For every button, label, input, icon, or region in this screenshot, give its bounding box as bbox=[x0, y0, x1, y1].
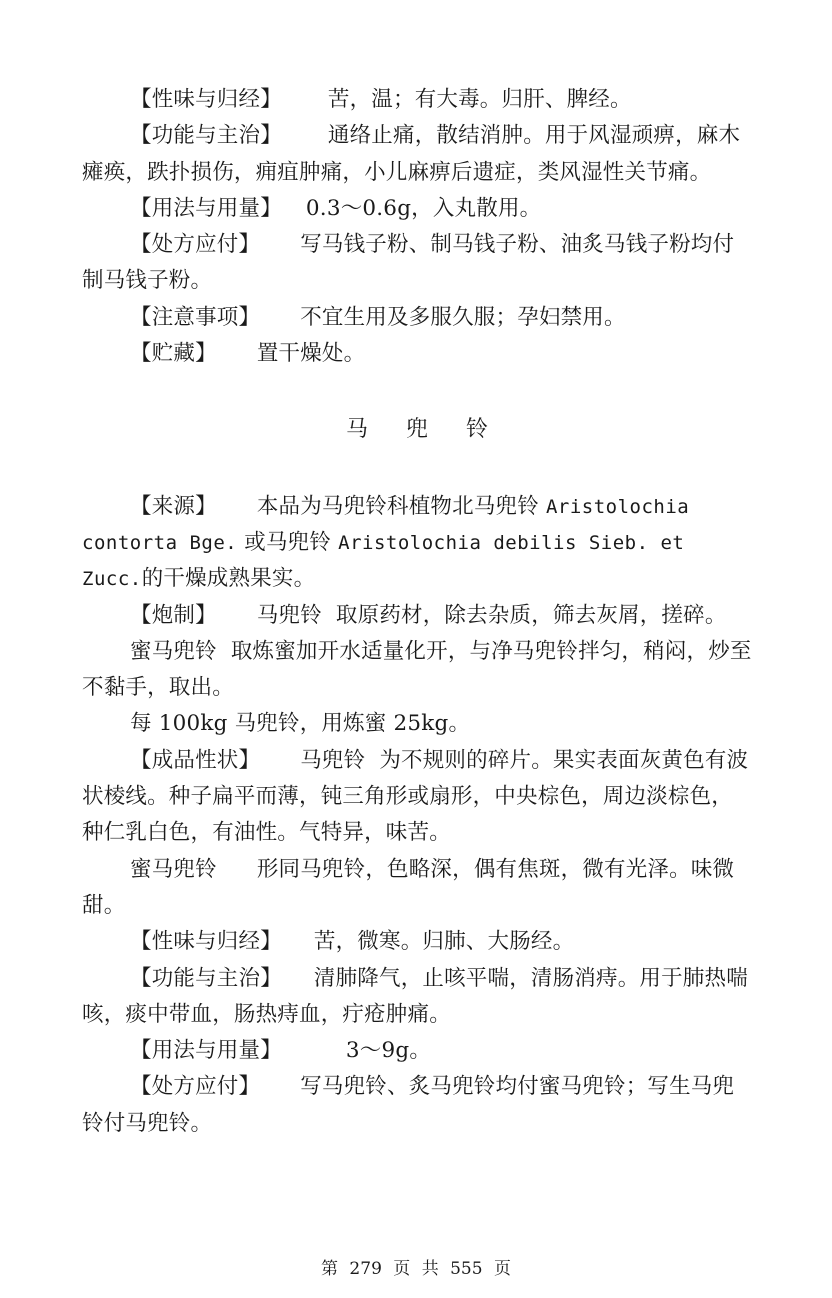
paragraph-yongfa-2 bbox=[82, 1033, 752, 1069]
field-label: 【炮制】 bbox=[130, 602, 217, 628]
paragraph-gongneng-1 bbox=[82, 118, 752, 191]
field-text: 取炼蜜加开水适量化开，与净马兜铃拌匀，稍闷，炒至不黏手，取出。 bbox=[82, 638, 752, 701]
item-name: 蜜马兜铃 bbox=[130, 638, 217, 664]
field-label: 【处方应付】 bbox=[130, 232, 261, 258]
paragraph-zhuyi-1 bbox=[82, 300, 752, 336]
item-name: 蜜马兜铃 bbox=[130, 856, 217, 882]
latin-name: Aristolochia contorta Bge. bbox=[82, 495, 690, 554]
paragraph-ratio bbox=[82, 706, 752, 742]
field-label: 【处方应付】 bbox=[130, 1074, 261, 1100]
field-text: 写马钱子粉、制马钱子粉、油炙马钱子粉均付制马钱子粉。 bbox=[82, 232, 735, 294]
field-text: 的干燥成熟果实。 bbox=[141, 566, 316, 592]
field-text: 通络止痛，散结消肿。用于风湿顽痹，麻木瘫痪，跌扑损伤，痈疽肿痛，小儿麻痹后遗症，类风湿性关节痛。 bbox=[82, 123, 741, 185]
paragraph-xingzhuang bbox=[82, 743, 752, 852]
page-number-footer: 第 279 页 共 555 页 bbox=[321, 1259, 511, 1279]
field-text: 形同马兜铃，色略深，偶有焦斑，微有光泽。味微甜。 bbox=[82, 856, 735, 918]
field-label: 【注意事项】 bbox=[130, 304, 261, 330]
field-text: 为不规则的碎片。果实表面灰黄色有波状棱线。种子扁平而薄，钝三角形或扇形，中央棕色，周边淡棕色，种仁乳白色，有油性。气特异，味苦。 bbox=[82, 747, 749, 846]
paragraph-zhucang-1 bbox=[82, 336, 752, 372]
field-label: 【功能与主治】 bbox=[130, 123, 282, 149]
field-text: 写马兜铃、炙马兜铃均付蜜马兜铃；写生马兜铃付马兜铃。 bbox=[82, 1074, 735, 1136]
paragraph-xingwei-1 bbox=[82, 82, 752, 118]
section-title: 马兜铃 bbox=[345, 417, 526, 443]
field-text: 3～9g。 bbox=[345, 1038, 432, 1064]
paragraph-mi-xingzhuang bbox=[82, 852, 752, 925]
field-label: 【贮藏】 bbox=[130, 341, 217, 367]
paragraph-laiyuan bbox=[82, 489, 752, 598]
field-label: 【成品性状】 bbox=[130, 747, 261, 773]
field-text: 置干燥处。 bbox=[256, 341, 366, 367]
item-name: 马兜铃 bbox=[300, 747, 366, 773]
field-text: 取原药材，除去杂质，筛去灰屑，搓碎。 bbox=[335, 602, 727, 628]
paragraph-chufang-2 bbox=[82, 1069, 752, 1142]
field-label: 【来源】 bbox=[130, 493, 217, 519]
field-text: 苦，温；有大毒。归肝、脾经。 bbox=[327, 87, 632, 112]
paragraph-yongfa-1 bbox=[82, 191, 752, 227]
item-name: 马兜铃 bbox=[256, 602, 322, 628]
field-label: 【性味与归经】 bbox=[130, 929, 282, 955]
field-label: 【用法与用量】 bbox=[130, 195, 282, 221]
field-text: 不宜生用及多服久服；孕妇禁用。 bbox=[300, 304, 626, 330]
paragraph-paozhi bbox=[82, 598, 752, 634]
field-text: 或马兜铃 bbox=[244, 529, 332, 555]
paragraph-xingwei-2 bbox=[82, 924, 752, 960]
paragraph-chufang-1 bbox=[82, 227, 752, 300]
field-label: 【用法与用量】 bbox=[130, 1038, 282, 1064]
field-label: 【功能与主治】 bbox=[130, 965, 282, 991]
field-label: 【性味与归经】 bbox=[130, 87, 282, 112]
paragraph-mi-paozhi bbox=[82, 634, 752, 707]
field-text: 每 100kg 马兜铃，用炼蜜 25kg。 bbox=[130, 711, 471, 737]
paragraph-gongneng-2 bbox=[82, 961, 752, 1034]
field-text: 苦，微寒。归肺、大肠经。 bbox=[313, 929, 575, 955]
field-text: 清肺降气，止咳平喘，清肠消痔。用于肺热喘咳，痰中带血，肠热痔血，疔疮肿痛。 bbox=[82, 965, 748, 1027]
document-page bbox=[82, 82, 752, 1142]
field-text: 本品为马兜铃科植物北马兜铃 bbox=[256, 493, 539, 519]
latin-name: Aristolochia debilis Sieb. et Zucc. bbox=[82, 531, 685, 591]
field-text: 0.3～0.6g，入丸散用。 bbox=[305, 195, 542, 221]
